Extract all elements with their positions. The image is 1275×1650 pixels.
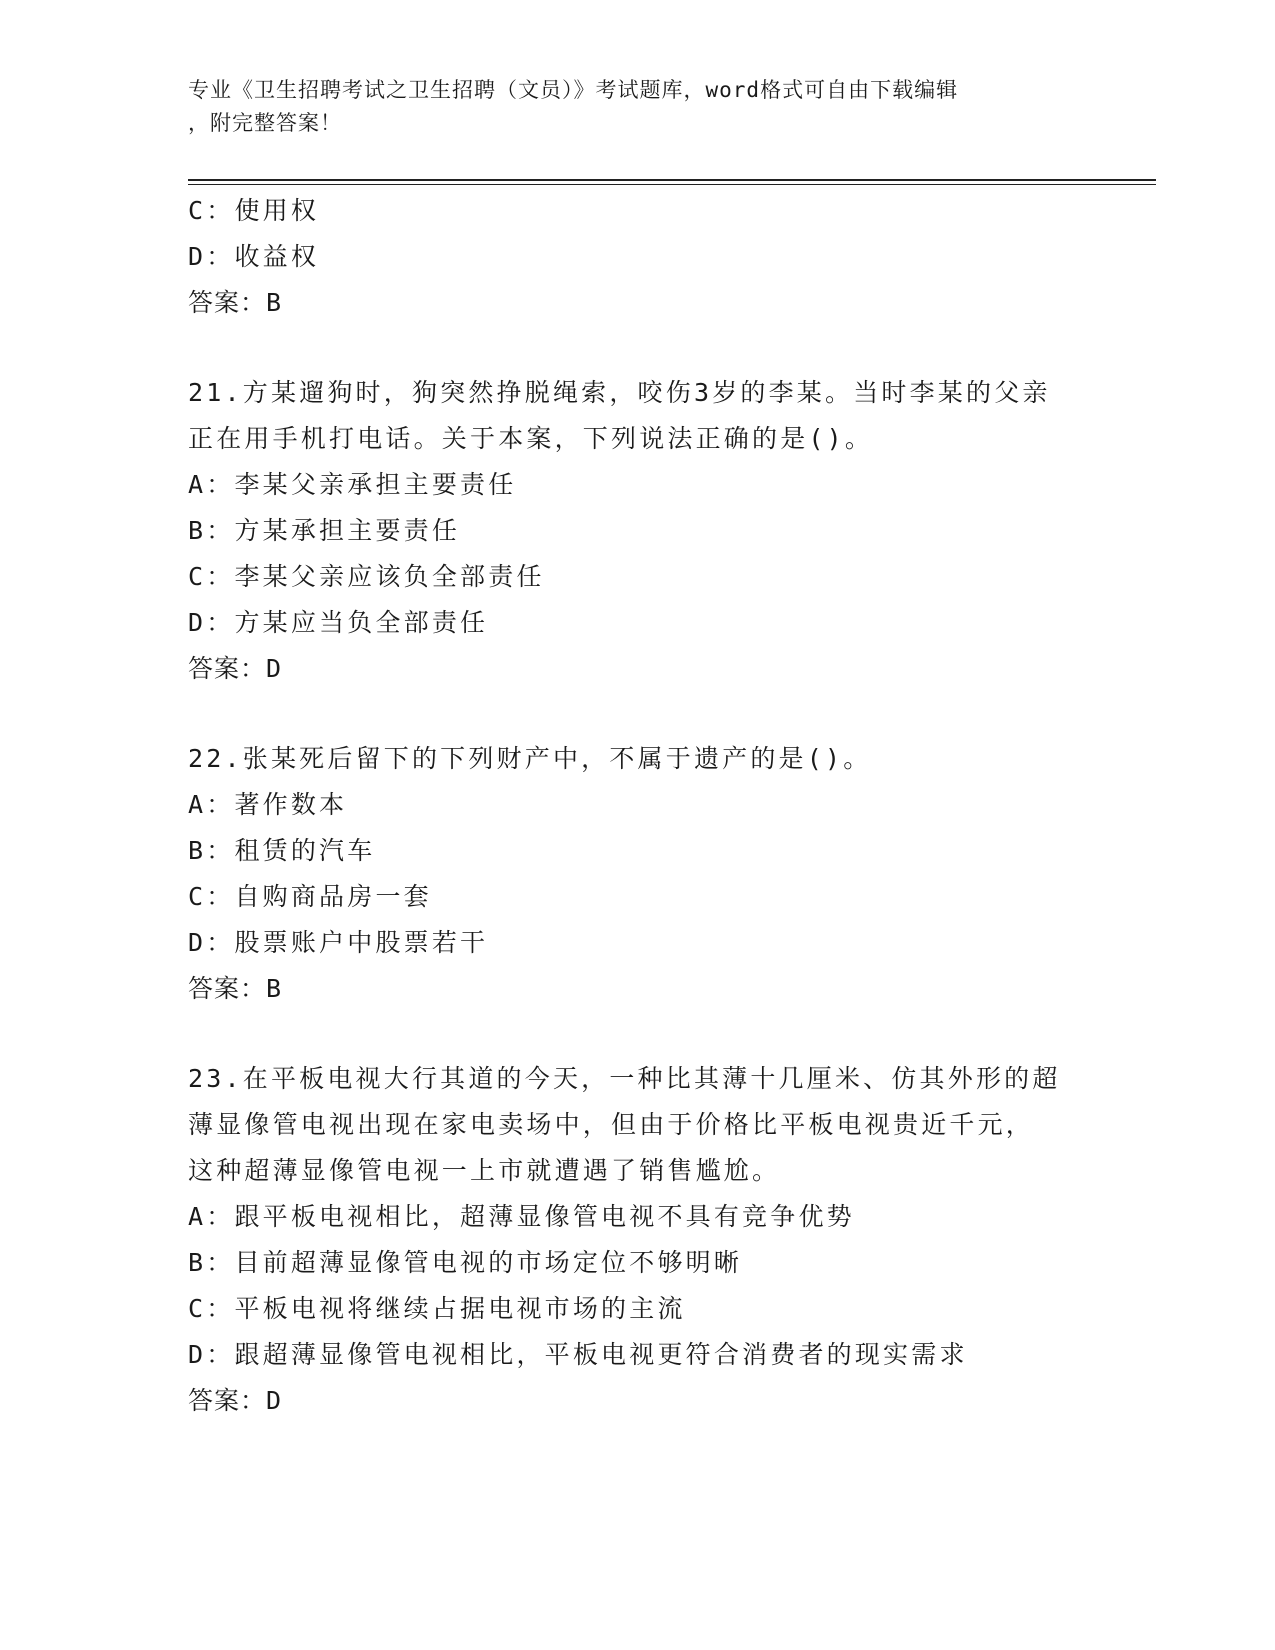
question-stem: 正在用手机打电话。关于本案，下列说法正确的是()。 (188, 424, 874, 453)
spacer (188, 692, 1148, 736)
document-header (188, 74, 1088, 140)
question-stem: 23.在平板电视大行其道的今天，一种比其薄十几厘米、仿其外形的超 (188, 1064, 1061, 1093)
option-b: B：租赁的汽车 (188, 836, 376, 865)
option-b: B：方某承担主要责任 (188, 516, 461, 545)
question-23 (188, 1056, 1148, 1424)
option-a: A：著作数本 (188, 790, 348, 819)
option-d: D：股票账户中股票若干 (188, 928, 489, 957)
question-21 (188, 370, 1148, 692)
option-c: C：李某父亲应该负全部责任 (188, 562, 545, 591)
header-rule-thin (188, 184, 1156, 185)
question-stem: 22.张某死后留下的下列财产中，不属于遗产的是()。 (188, 744, 872, 773)
option-a: A：李某父亲承担主要责任 (188, 470, 517, 499)
question-previous (188, 188, 1148, 326)
answer-line: 答案：D (188, 654, 283, 683)
option-a: A：跟平板电视相比，超薄显像管电视不具有竞争优势 (188, 1202, 855, 1231)
header-line-2: ，附完整答案！ (188, 111, 342, 135)
question-stem: 21.方某遛狗时，狗突然挣脱绳索，咬伤3岁的李某。当时李某的父亲 (188, 378, 1051, 407)
question-stem: 薄显像管电视出现在家电卖场中，但由于价格比平板电视贵近千元， (188, 1110, 1035, 1139)
option-c: C：使用权 (188, 196, 320, 225)
question-22 (188, 736, 1148, 1012)
question-stem: 这种超薄显像管电视一上市就遭遇了销售尴尬。 (188, 1156, 781, 1185)
option-d: D：跟超薄显像管电视相比，平板电视更符合消费者的现实需求 (188, 1340, 968, 1369)
spacer (188, 326, 1148, 370)
option-d: D：收益权 (188, 242, 320, 271)
option-b: B：目前超薄显像管电视的市场定位不够明晰 (188, 1248, 743, 1277)
option-d: D：方某应当负全部责任 (188, 608, 489, 637)
header-line-1: 专业《卫生招聘考试之卫生招聘（文员）》考试题库，word格式可自由下载编辑 (188, 78, 959, 102)
answer-line: 答案：D (188, 1386, 283, 1415)
question-list (188, 188, 1148, 1424)
spacer (188, 1012, 1148, 1056)
option-c: C：自购商品房一套 (188, 882, 432, 911)
answer-line: 答案：B (188, 288, 283, 317)
header-rule-thick (188, 179, 1156, 181)
answer-line: 答案：B (188, 974, 283, 1003)
option-c: C：平板电视将继续占据电视市场的主流 (188, 1294, 686, 1323)
